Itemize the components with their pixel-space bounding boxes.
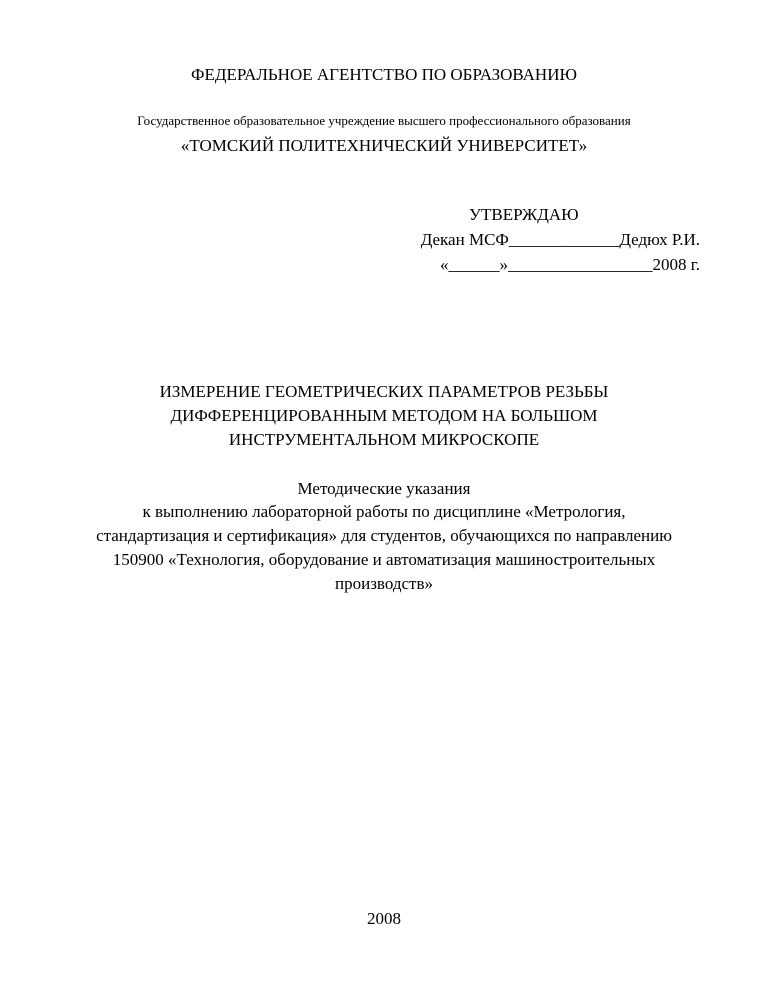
guide-heading: Методические указания	[297, 479, 471, 498]
dean-signature-line: Декан МСФ_____________Дедюх Р.И.	[420, 230, 700, 249]
publication-year: 2008	[367, 909, 401, 928]
institution-type: Государственное образовательное учреждение высшего профессионального образования	[137, 113, 631, 128]
description-line: стандартизация и сертификация» для студентов, обучающихся по направлению	[96, 526, 672, 545]
university-name: «ТОМСКИЙ ПОЛИТЕХНИЧЕСКИЙ УНИВЕРСИТЕТ»	[180, 136, 588, 155]
document-title-line: ИЗМЕРЕНИЕ ГЕОМЕТРИЧЕСКИХ ПАРАМЕТРОВ РЕЗЬБЫ	[159, 382, 609, 401]
agency-name: ФЕДЕРАЛЬНОЕ АГЕНТСТВО ПО ОБРАЗОВАНИЮ	[191, 65, 577, 84]
document-title-line: ДИФФЕРЕНЦИРОВАННЫМ МЕТОДОМ НА БОЛЬШОМ	[170, 406, 598, 425]
approval-title: УТВЕРЖДАЮ	[469, 205, 579, 224]
description-line: производств»	[335, 574, 433, 593]
description-line: к выполнению лабораторной работы по дисциплине «Метрология,	[142, 502, 626, 521]
description-line: 150900 «Технология, оборудование и автоматизация машиностроительных	[112, 550, 656, 569]
approval-date-line: «______»_________________2008 г.	[439, 255, 700, 274]
document-title-line: ИНСТРУМЕНТАЛЬНОМ МИКРОСКОПЕ	[228, 430, 540, 449]
